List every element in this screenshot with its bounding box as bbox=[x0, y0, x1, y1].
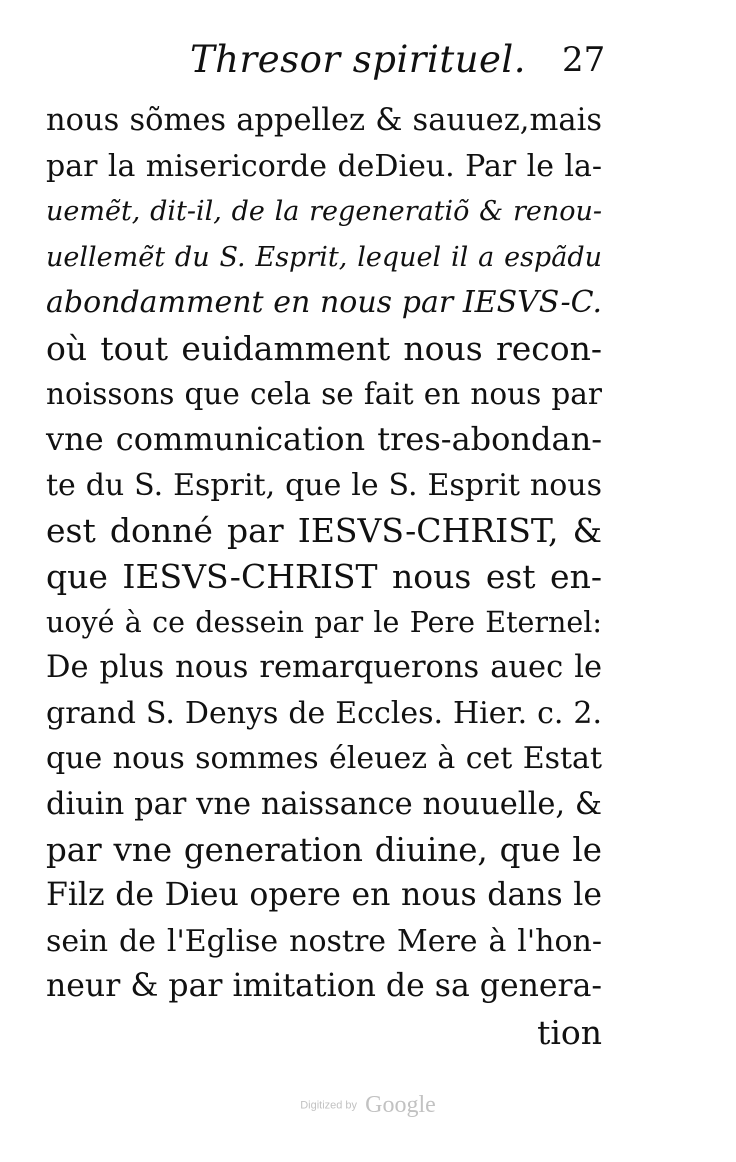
text-line: De plus nous remarquerons auec le bbox=[46, 650, 602, 686]
text-line: nous sõmes appellez & sauuez,mais bbox=[46, 103, 602, 138]
text-line: diuin par vne naissance nouuelle, & bbox=[46, 786, 602, 822]
text-line: est donné par IESVS-CHRIST, & bbox=[46, 511, 602, 551]
watermark-digitized-label: Digitized by bbox=[300, 1099, 358, 1112]
text-line: que nous sommes éleuez à cet Estat bbox=[46, 741, 602, 777]
page-number: 27 bbox=[562, 40, 606, 80]
google-logo: Google bbox=[365, 1092, 436, 1118]
text-line: sein de l'Eglise nostre Mere à l'hon- bbox=[46, 923, 602, 959]
text-line: grand S. Denys de Eccles. Hier. c. 2. bbox=[46, 695, 602, 731]
text-line: te du S. Esprit, que le S. Esprit nous bbox=[46, 467, 602, 503]
text-line: abondamment en nous par IESVS-C. bbox=[46, 285, 602, 321]
text-line: où tout euidamment nous recon- bbox=[46, 328, 602, 368]
text-line: neur & par imitation de sa genera- bbox=[46, 968, 602, 1005]
text-line: uoyé à ce dessein par le Pere Eternel: bbox=[46, 605, 602, 639]
text-line: par vne generation diuine, que le bbox=[46, 830, 602, 869]
text-line: uellemẽt du S. Esprit, lequel il a espãdu bbox=[46, 241, 602, 273]
text-line: uemẽt, dit-il, de la regeneratiõ & renou- bbox=[46, 196, 602, 228]
digitized-watermark bbox=[0, 1092, 736, 1119]
running-title: Thresor spirituel. bbox=[190, 38, 527, 81]
text-line: vne communication tres-abondan- bbox=[46, 420, 602, 459]
catchword: tion bbox=[537, 1012, 602, 1052]
text-line: que IESVS-CHRIST nous est en- bbox=[46, 556, 602, 596]
text-line: Filz de Dieu opere en nous dans le bbox=[46, 877, 602, 914]
text-line: noissons que cela se fait en nous par bbox=[46, 376, 602, 411]
body-text bbox=[46, 98, 602, 1055]
text-line: par la misericorde deDieu. Par le la- bbox=[46, 148, 602, 184]
